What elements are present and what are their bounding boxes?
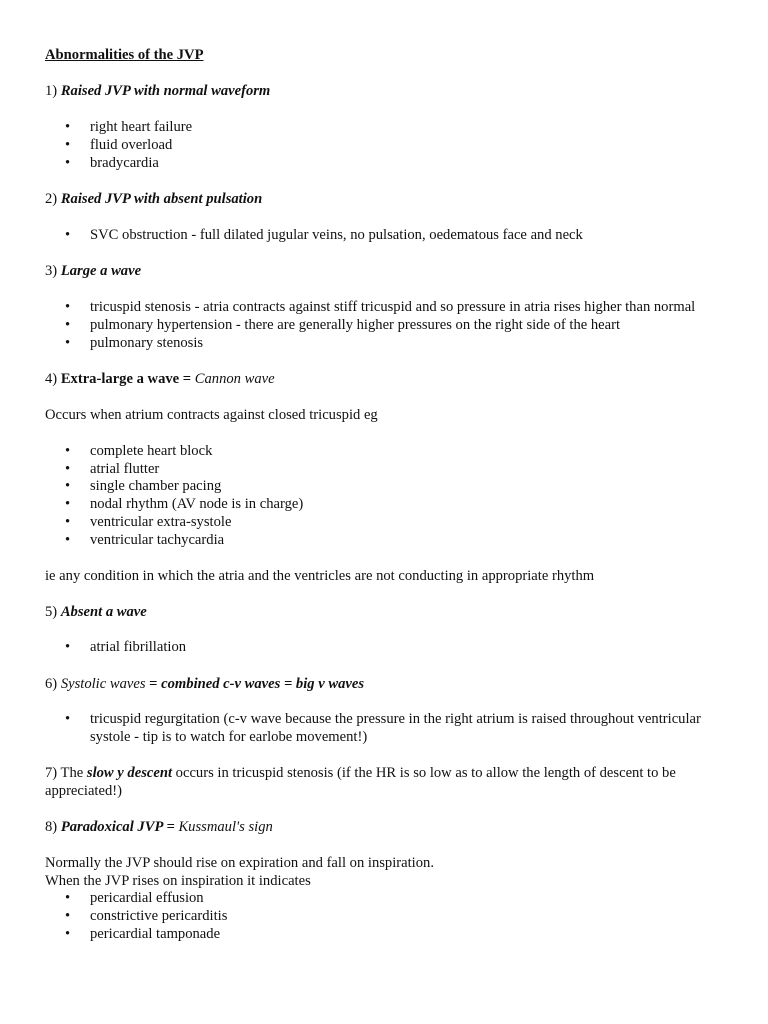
section-4-intro: Occurs when atrium contracts against closed tricuspid eg (45, 407, 378, 423)
section-7-paragraph: 7) The slow y descent occurs in tricuspid stenosis (if the HR is so low as to allow the length of descent to be (45, 765, 676, 781)
section-8-line-1: Normally the JVP should rise on expiration and fall on inspiration. (45, 855, 434, 871)
section-1-heading: 1) Raised JVP with normal waveform (45, 83, 271, 99)
section-4-outro: ie any condition in which the atria and the ventricles are not conducting in appropriate rhythm (45, 568, 595, 584)
section-6-heading: 6) Systolic waves = combined c-v waves = big v waves (45, 676, 365, 692)
document-page: Abnormalities of the JVP 1) Raised JVP with normal waveform • right heart failure • fluid overload • bradycardia 2) Raised JVP with absent pulsation • SVC obstruction - full dilated jugular veins, no pulsation, oedematous face and neck 3) Large a wave • tricuspid stenosis - atria contracts against stiff tricuspid and so pressure in atria rises higher than normal • pulmonary hypertension - there are generally higher pressures on the right side of the heart • pulmonary stenosis 4) Extra-large a wave = Cannon wave Occurs when atrium contracts against closed tricuspid eg • complete heart block • atrial flutter • single chamber pacing • nodal rhythm (AV node is in charge) • ventricular extra-systole • ventricular tachycardia ie any condition in which the atria and the ventricles are not conducting in appropriate rhythm 5) Absent a wave • atrial fibrillation 6) Systolic waves = combined c-v waves = big v waves • tricuspid regurgitation (c-v wave because the pressure in the right atrium is raised throughout ventricular systole - tip is to watch for earlobe movement!) 7) The slow y descent occurs in tricuspid stenosis (if the HR is so low as to allow the length of descent to be appreciated!) 8) Paradoxical JVP = Kussmaul's sign Normally the JVP should rise on expiration and fall on inspiration. When the JVP rises on inspiration it indicates • pericardial effusion • constrictive pericarditis • pericardial tamponade (45, 47, 701, 942)
section-7-paragraph-cont: appreciated!) (45, 783, 122, 799)
section-4-heading: 4) Extra-large a wave = Cannon wave (45, 371, 275, 387)
page-title: Abnormalities of the JVP (45, 47, 204, 63)
section-3-heading: 3) Large a wave (45, 263, 142, 279)
section-8-heading: 8) Paradoxical JVP = Kussmaul's sign (45, 819, 273, 835)
section-5-heading: 5) Absent a wave (45, 604, 147, 620)
section-8-line-2: When the JVP rises on inspiration it indicates (45, 873, 311, 889)
section-2-heading: 2) Raised JVP with absent pulsation (45, 191, 263, 207)
